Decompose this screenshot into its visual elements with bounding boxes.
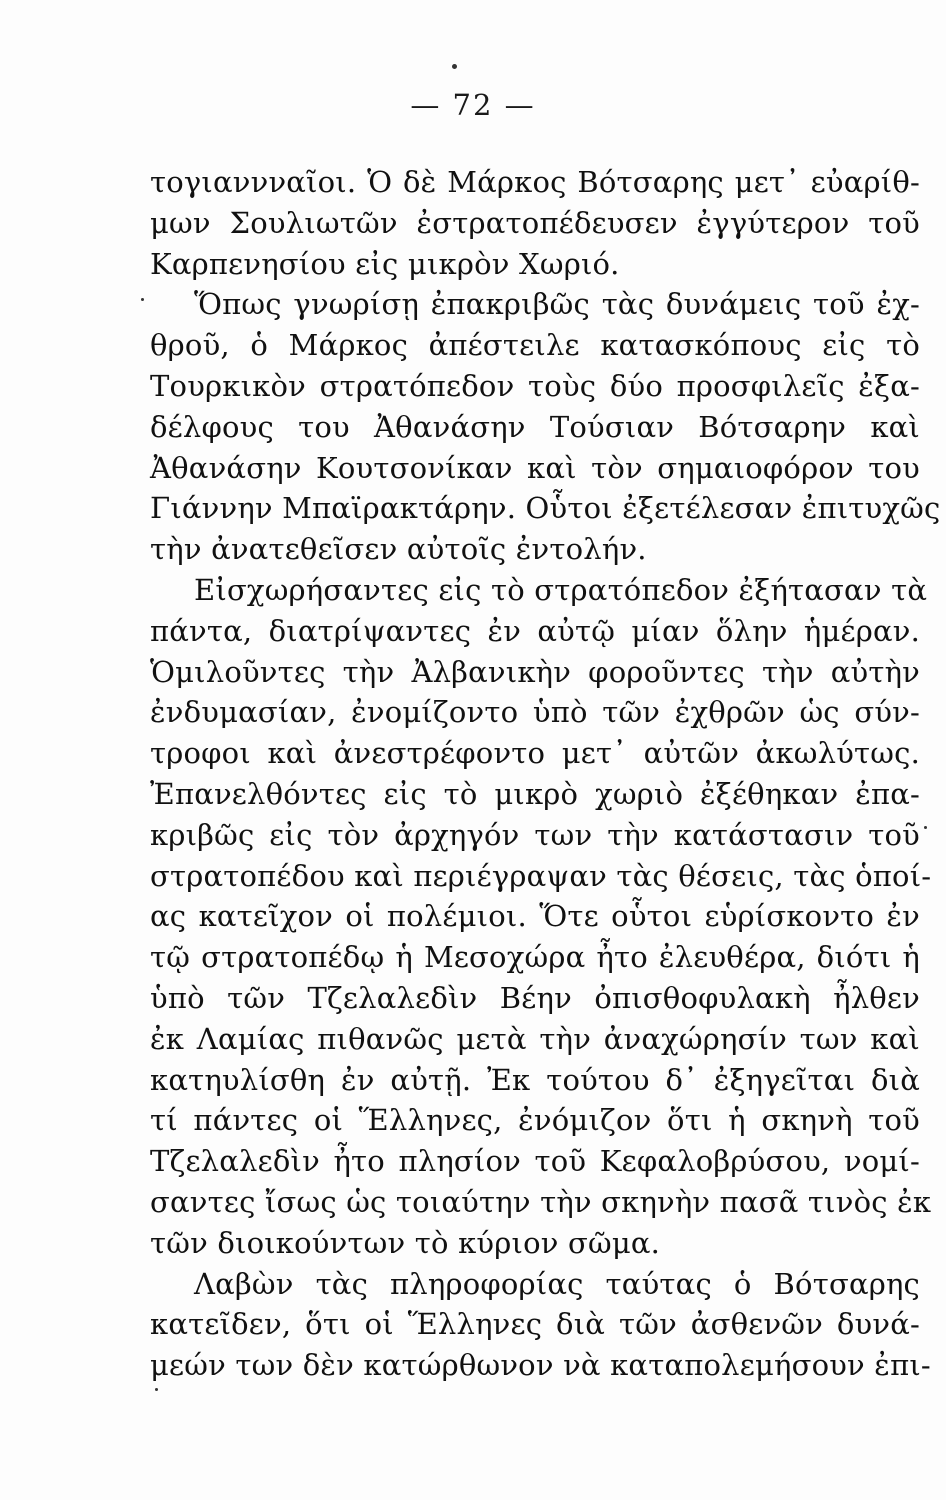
text-line: Τζελαλεδὶν ἦτο πλησίον τοῦ Κεφαλοβρύσου, νομί-	[150, 1144, 920, 1179]
text-line: δέλφους του Ἀθανάσην Τούσιαν Βότσαρην καὶ	[150, 409, 920, 444]
print-speck	[924, 826, 927, 829]
text-line: κριβῶς εἰς τὸν ἀρχηγόν των τὴν κατάστασιν τοῦ	[150, 817, 920, 852]
text-line: τῷ στρατοπέδῳ ἡ Μεσοχώρα ἦτο ἐλευθέρα, διότι ἡ	[150, 940, 920, 975]
text-line: στρατοπέδου καὶ περιέγραψαν τὰς θέσεις, τὰς ὁποί-	[150, 858, 932, 893]
text-line: ας κατεῖχον οἱ πολέμιοι. Ὅτε οὗτοι εὑρίσκοντο ἐν	[150, 899, 920, 934]
text-line: κατεῖδεν, ὅτι οἱ Ἕλληνες διὰ τῶν ἀσθενῶν δυνά-	[150, 1307, 920, 1342]
text-line: μων Σουλιωτῶν ἐστρατοπέδευσεν ἐγγύτερον τοῦ	[150, 205, 920, 240]
text-line: ἐνδυμασίαν, ἐνομίζοντο ὑπὸ τῶν ἐχθρῶν ὡς σύν-	[150, 695, 920, 730]
text-line: Γιάννην Μπαϊρακτάρην. Οὗτοι ἐξετέλεσαν ἐπιτυχῶς	[150, 491, 941, 526]
text-line: Λαβὼν τὰς πληροφορίας ταύτας ὁ Βότσαρης	[194, 1266, 920, 1301]
text-line: μεών των δὲν κατώρθωνον νὰ καταπολεμήσουν ἐπι-	[150, 1348, 931, 1383]
text-line: τροφοι καὶ ἀνεστρέφοντο μετ᾽ αὐτῶν ἀκωλύτως.	[150, 736, 920, 771]
print-speck	[155, 1388, 158, 1391]
text-line: σαντες ἴσως ὡς τοιαύτην τὴν σκηνὴν πασᾶ τινὸς ἐκ	[150, 1184, 932, 1219]
text-line: πάντα, διατρίψαντες ἐν αὐτῷ μίαν ὅλην ἡμέραν.	[150, 613, 920, 648]
text-line: Ὅπως γνωρίσῃ ἐπακριβῶς τὰς δυνάμεις τοῦ ἐχ-	[194, 287, 920, 322]
text-line: Ἀθανάσην Κουτσονίκαν καὶ τὸν σημαιοφόρον του	[150, 450, 920, 485]
text-line: θροῦ, ὁ Μάρκος ἀπέστειλε κατασκόπους εἰς τὸ	[150, 328, 920, 363]
text-line: κατηυλίσθη ἐν αὐτῇ. Ἐκ τούτου δ᾽ ἐξηγεῖται διὰ	[150, 1062, 920, 1097]
text-line: ἐκ Λαμίας πιθανῶς μετὰ τὴν ἀναχώρησίν των καὶ	[150, 1021, 920, 1056]
print-speck	[452, 64, 457, 69]
text-line: Ὁμιλοῦντες τὴν Ἀλβανικὴν φοροῦντες τὴν αὐτὴν	[150, 654, 920, 689]
print-speck	[141, 298, 144, 301]
page-number: — 72 —	[410, 88, 536, 122]
text-line: Καρπενησίου εἰς μικρὸν Χωριό.	[150, 246, 620, 281]
text-line: τῶν διοικούντων τὸ κύριον σῶμα.	[150, 1225, 661, 1260]
text-line: τογιαννναῖοι. Ὁ δὲ Μάρκος Βότσαρης μετ᾽ εὐαρίθ-	[150, 165, 920, 199]
text-line: Ἐπανελθόντες εἰς τὸ μικρὸ χωριὸ ἐξέθηκαν ἐπα-	[150, 776, 920, 811]
text-line: τί πάντες οἱ Ἕλληνες, ἐνόμιζον ὅτι ἡ σκηνὴ τοῦ	[150, 1103, 920, 1138]
text-line: Εἰσχωρήσαντες εἰς τὸ στρατόπεδον ἐξήτασαν τὰ	[194, 572, 928, 607]
text-line: ὑπὸ τῶν Τζελαλεδὶν Βέην ὀπισθοφυλακὴ ἦλθεν	[150, 980, 920, 1015]
body-text	[150, 162, 941, 1386]
text-line: τὴν ἀνατεθεῖσεν αὐτοῖς ἐντολήν.	[150, 532, 647, 567]
text-line: Τουρκικὸν στρατόπεδον τοὺς δύο προσφιλεῖς ἐξα-	[150, 368, 920, 403]
